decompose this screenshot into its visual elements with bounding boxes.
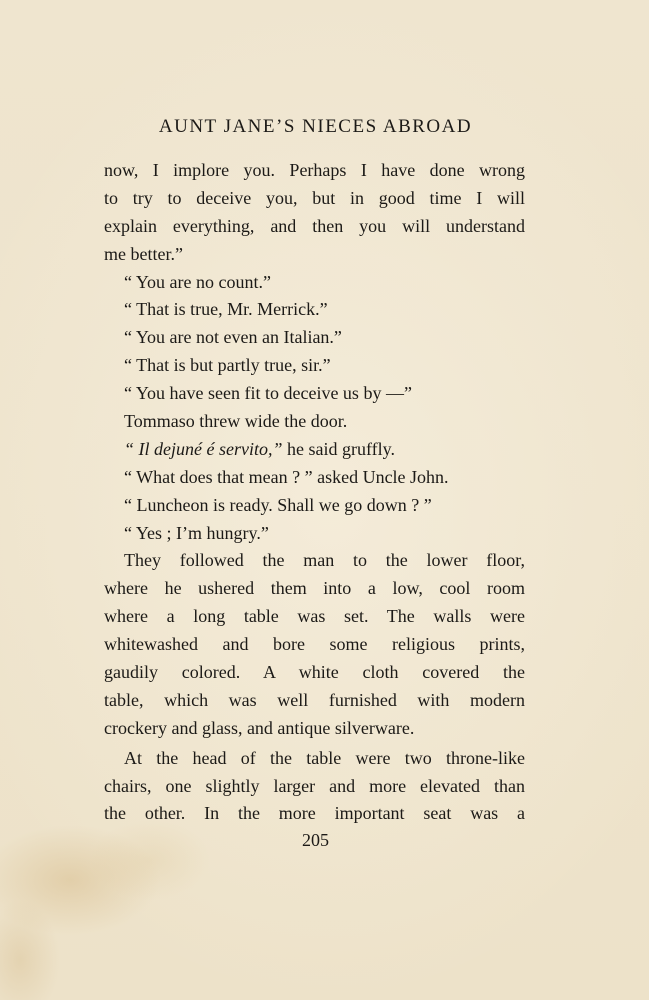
- text-line: explain everything, and then you will understand: [104, 215, 525, 236]
- body-text: [104, 157, 525, 828]
- dialogue-tag: he said gruffly.: [282, 438, 395, 459]
- dialogue-line: “ That is true, Mr. Merrick.”: [124, 299, 328, 320]
- text-line: Tommaso threw wide the door.: [124, 411, 348, 432]
- text-line: to try to deceive you, but in good time I will: [104, 187, 525, 208]
- page-number: 205: [302, 830, 329, 850]
- dialogue-line: [104, 436, 525, 464]
- dialogue-line: “ That is but partly true, sir.”: [124, 355, 331, 376]
- dialogue-line: “ Luncheon is ready. Shall we go down ? ”: [124, 494, 432, 515]
- text-line: gaudily colored. A white cloth covered the: [104, 662, 525, 683]
- text-line: the other. In the more important seat was a: [104, 803, 525, 824]
- text-line: They followed the man to the lower floor,: [124, 550, 525, 571]
- dialogue-line: “ What does that mean ? ” asked Uncle John.: [124, 466, 449, 487]
- dialogue-line: “ Yes ; I’m hungry.”: [124, 522, 269, 543]
- text-line: where he ushered them into a low, cool room: [104, 578, 525, 599]
- text-line: whitewashed and bore some religious prints,: [104, 634, 525, 655]
- italian-phrase: “ Il dejuné é servito,”: [124, 438, 283, 459]
- dialogue-line: “ You are no count.”: [124, 271, 271, 292]
- text-line: table, which was well furnished with modern: [104, 689, 525, 710]
- text-line: At the head of the table were two throne-like: [124, 747, 525, 768]
- text-line: crockery and glass, and antique silverware.: [104, 717, 415, 738]
- text-line: where a long table was set. The walls were: [104, 606, 525, 627]
- text-line: now, I implore you. Perhaps I have done wrong: [104, 160, 525, 180]
- text-line: me better.”: [104, 243, 183, 264]
- running-head: AUNT JANE’S NIECES ABROAD: [158, 116, 473, 137]
- dialogue-line: “ You are not even an Italian.”: [124, 327, 342, 348]
- dialogue-line: “ You have seen fit to deceive us by —”: [124, 383, 412, 404]
- text-line: chairs, one slightly larger and more elevated than: [104, 775, 525, 796]
